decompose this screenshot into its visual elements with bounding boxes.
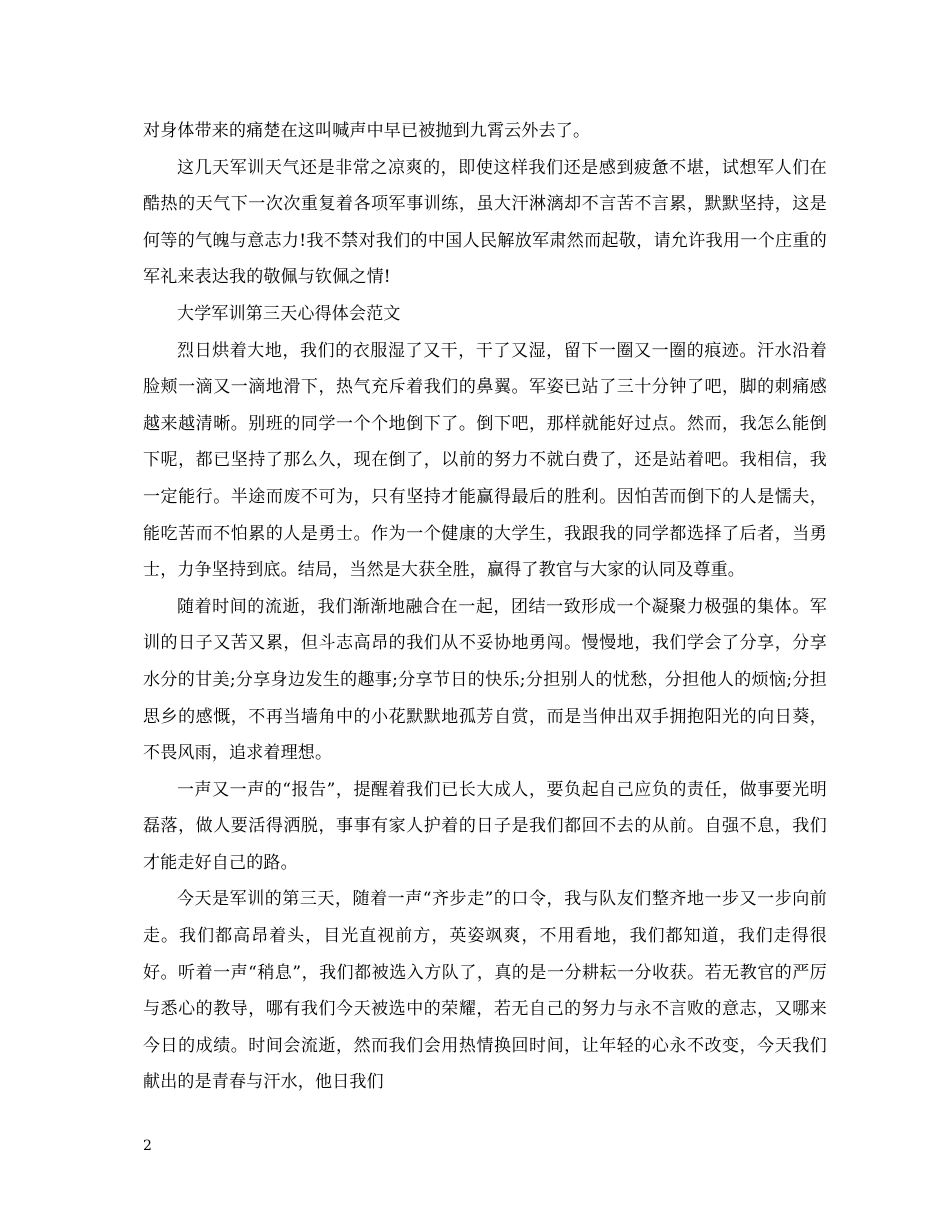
paragraph: 对身体带来的痛楚在这叫喊声中早已被抛到九霄云外去了。 [143,121,591,141]
paragraph: 随着时间的流逝，我们渐渐地融合在一起，团结一致形成一个凝聚力极强的集体。军训的日子又苦又累，但斗志高昂的我们从不妥协地勇闯。慢慢地，我们学会了分享，分享水分的甘美;分享身边发生的趣事;分享节日的快乐;分担别人的忧愁，分担他人的烦恼;分担思乡的感慨，不再当墙角中的小花默默地孤芳自赏，而是当伸出双手拥抱阳光的向日葵，不畏风雨，追求着理想。 [143,596,827,764]
paragraph: 一声又一声的“报告”，提醒着我们已长大成人，要负起自己应负的责任，做事要光明磊落，做人要活得洒脱，事事有家人护着的日子是我们都回不去的从前。自强不息，我们才能走好自己的路。 [143,779,827,873]
paragraph: 这几天军训天气还是非常之凉爽的，即使这样我们还是感到疲惫不堪，试想军人们在酷热的天气下一次次重复着各项军事训练，虽大汗淋漓却不言苦不言累，默默坚持，这是何等的气魄与意志力!我不禁对我们的中国人民解放军肃然而起敬，请允许我用一个庄重的军礼来表达我的敬佩与钦佩之情! [143,157,827,288]
paragraph: 烈日烘着大地，我们的衣服湿了又干，干了又湿，留下一圈又一圈的痕迹。汗水沿着脸颊一滴又一滴地滑下，热气充斥着我们的鼻翼。军姿已站了三十分钟了吧，脚的刺痛感越来越清晰。别班的同学一个个地倒下了。倒下吧，那样就能好过点。然而，我怎么能倒下呢，都已坚持了那么久，现在倒了，以前的努力不就白费了，还是站着吧。我相信，我一定能行。半途而废不可为，只有坚持才能赢得最后的胜利。因怕苦而倒下的人是懦夫，能吃苦而不怕累的人是勇士。作为一个健康的大学生，我跟我的同学都选择了后者，当勇士，力争坚持到底。结局，当然是大获全胜，赢得了教官与大家的认同及尊重。 [143,340,827,581]
document-body [143,113,827,1101]
section-heading: 大学军训第三天心得体会范文 [177,303,401,324]
page-number: 2 [143,1138,152,1154]
paragraph: 今天是军训的第三天，随着一声“齐步走”的口令，我与队友们整齐地一步又一步向前走。我们都高昂着头，目光直视前方，英姿飒爽，不用看地，我们都知道，我们走得很好。听着一声“稍息”，我们都被选入方队了，真的是一分耕耘一分收获。若无教官的严厉与悉心的教导，哪有我们今天被选中的荣耀，若无自己的努力与永不言败的意志，又哪来今日的成绩。时间会流逝，然而我们会用热情换回时间，让年轻的心永不改变，今天我们献出的是青春与汗水，他日我们 [143,889,827,1093]
